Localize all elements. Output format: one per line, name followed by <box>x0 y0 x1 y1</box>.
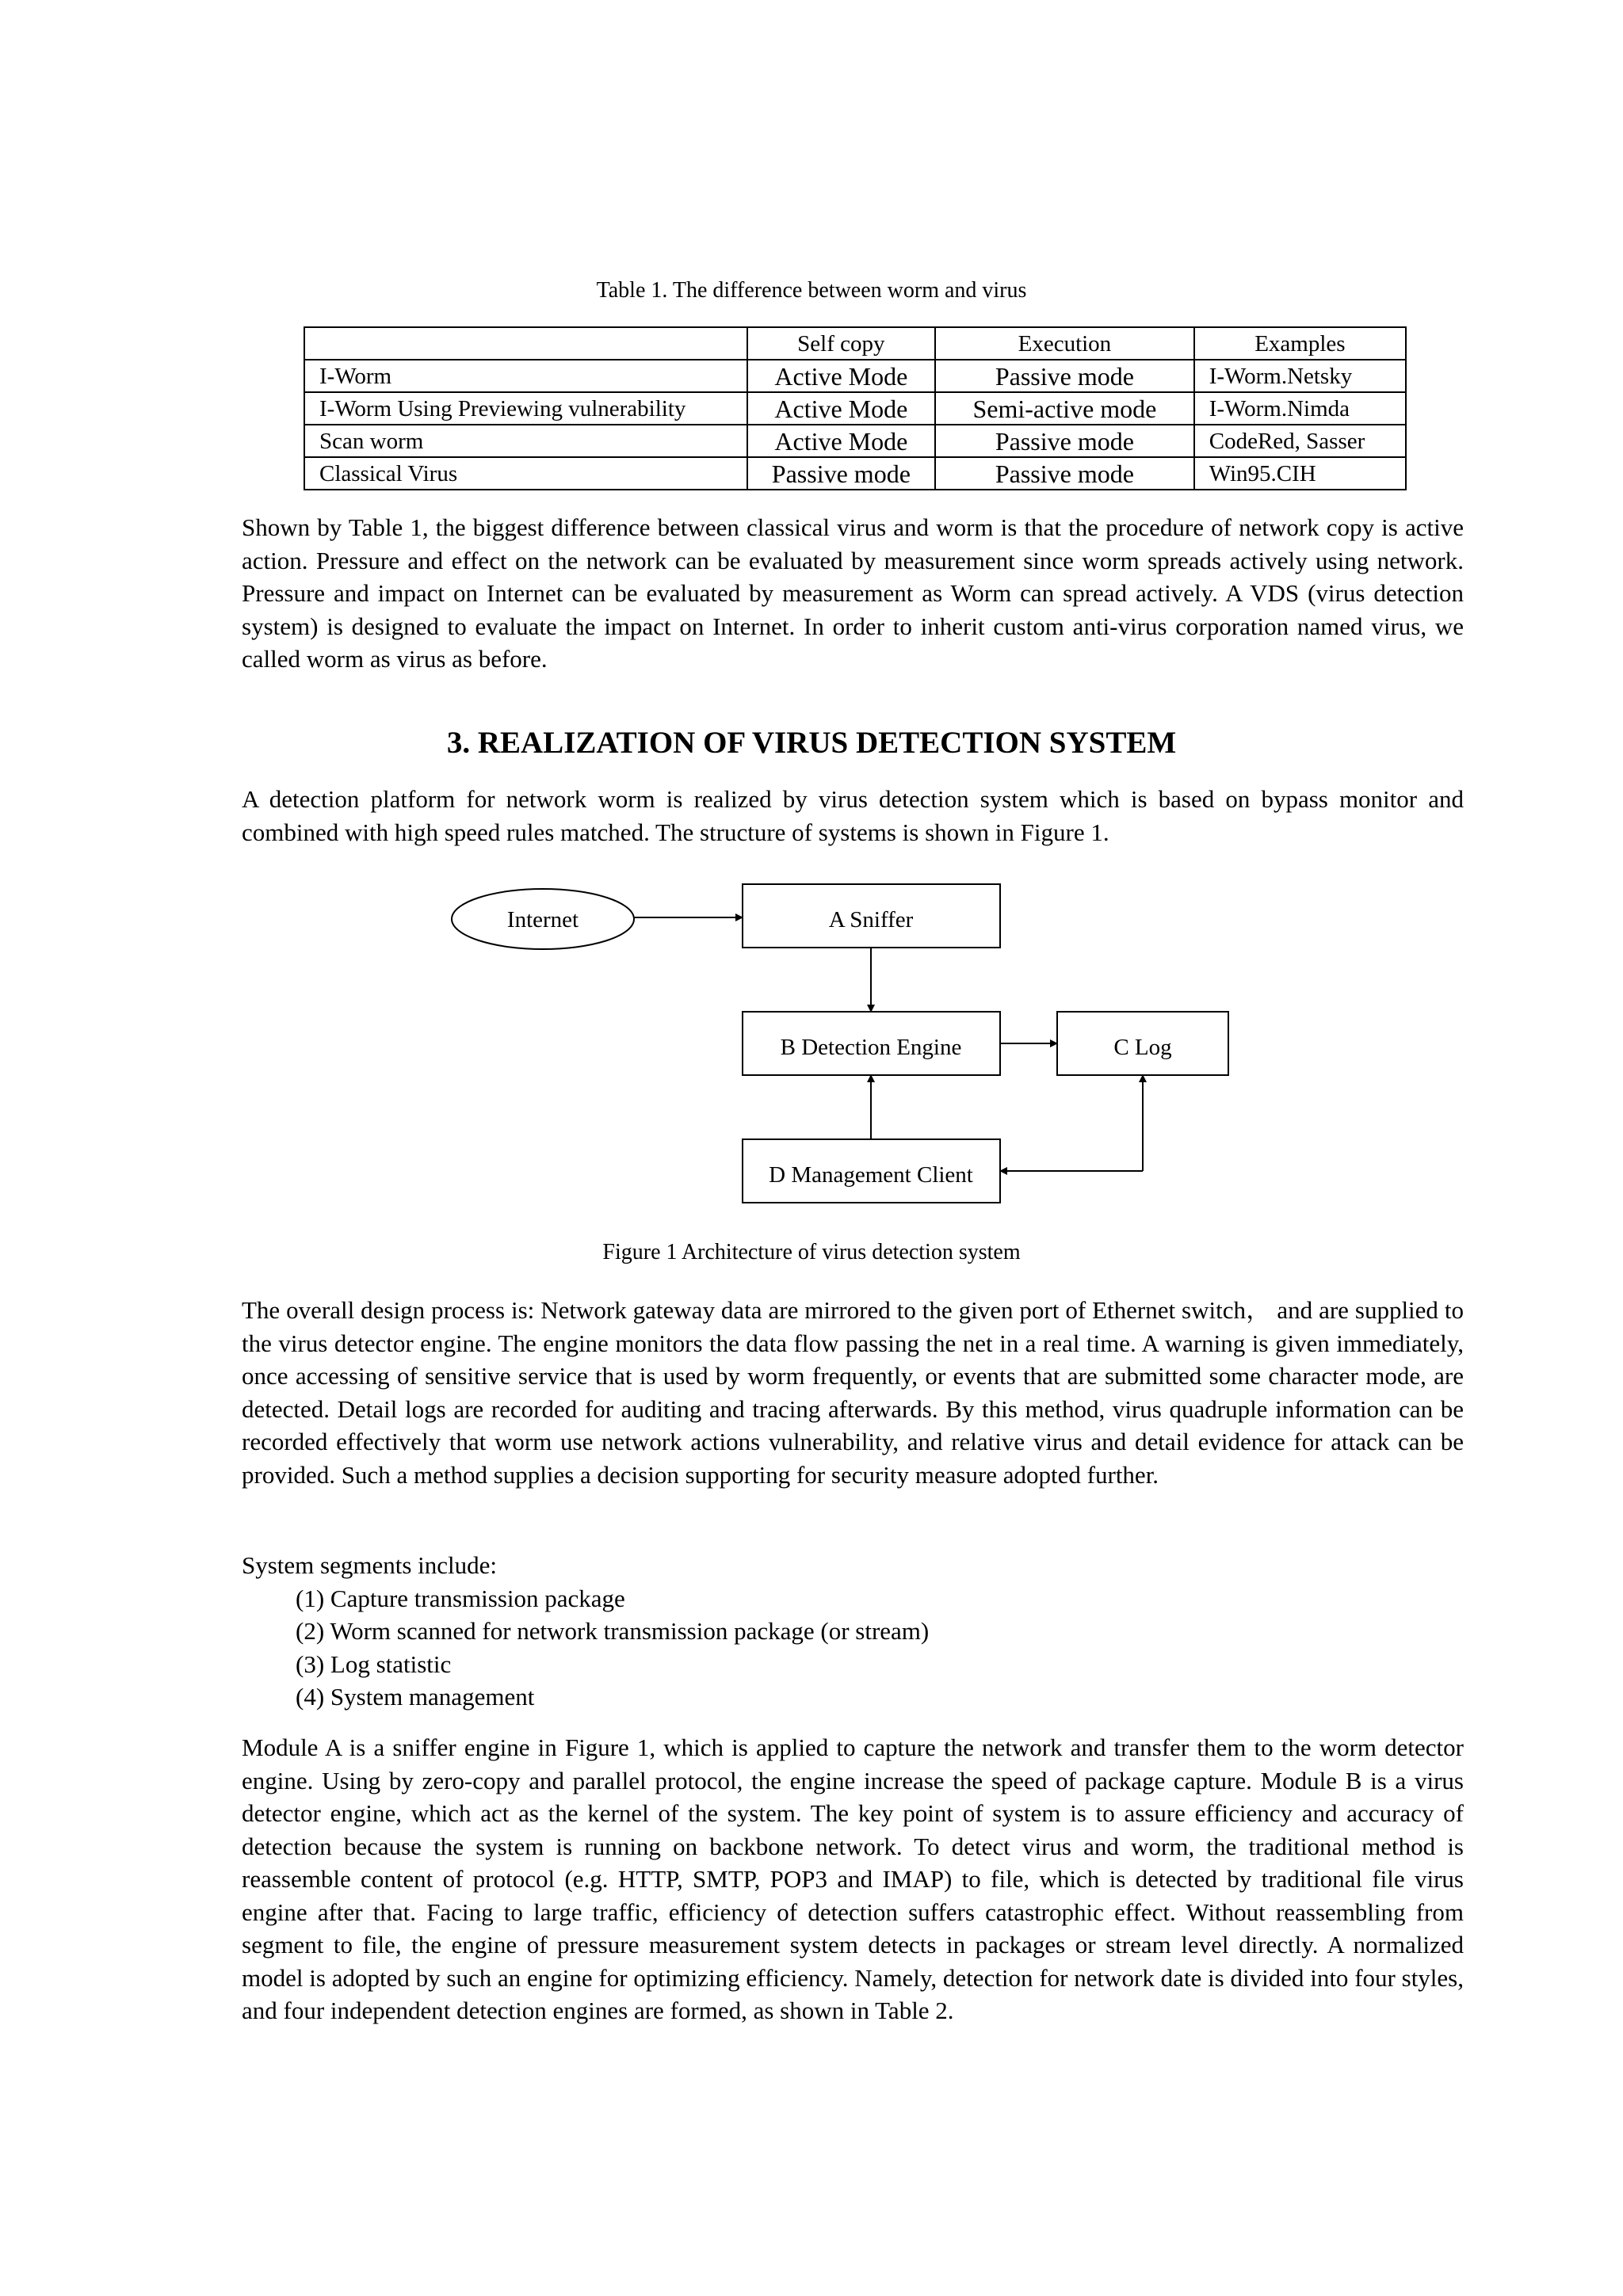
table-header-cell: Examples <box>1194 327 1406 360</box>
table-cell: Active Mode <box>747 425 935 457</box>
table-cell: CodeRed, Sasser <box>1194 425 1406 457</box>
table-cell: Active Mode <box>747 360 935 392</box>
list-item: (3) Log statistic <box>296 1650 452 1678</box>
paragraph-module-description: Module A is a sniffer engine in Figure 1, which is applied to capture the network and transfer them to the worm detector engine. Using by zero-copy and parallel protocol, the engine increase the speed of package capture. Module B is a virus detector engine, which act as the kernel of the system. The key point of system is to assure efficiency and accuracy of detection because the system is running on backbone network. To detect virus and worm, the traditional method is reassemble content of protocol (e.g. HTTP, SMTP, POP3 and IMAP) to file, which is detected by traditional file virus engine after that. Facing to large traffic, efficiency of detection suffers catastrophic effect. Without reassembling from segment to file, the engine of pressure measurement system detects in packages or stream level directly. A normalized model is adopted by such an engine for optimizing efficiency. Namely, detection for network date is divided into four styles, and four independent detection engines are formed, as shown in Table 2. <box>242 1733 1464 2024</box>
table-header-cell: Self copy <box>747 327 935 360</box>
table-cell: Passive mode <box>935 360 1194 392</box>
internet-label: Internet <box>506 907 579 933</box>
sniffer-label: A Sniffer <box>828 907 914 933</box>
table-caption: Table 1. The difference between worm and virus <box>596 278 1027 303</box>
system-segments <box>242 1549 1464 1714</box>
paragraph-platform-intro: A detection platform for network worm is realized by virus detection system which is based on bypass monitor and combined with high speed rules matched. The structure of systems is shown in Figure 1. <box>242 785 1464 846</box>
management-client-label: D Management Client <box>769 1162 973 1188</box>
table-cell: Passive mode <box>747 457 935 490</box>
table-header-cell: Execution <box>935 327 1194 360</box>
table-cell: Win95.CIH <box>1194 457 1406 490</box>
table-cell: I-Worm.Nimda <box>1194 392 1406 425</box>
segments-intro: System segments include: <box>242 1551 498 1579</box>
paragraph-table-discussion: Shown by Table 1, the biggest difference between classical virus and worm is that the procedure of network copy is active action. Pressure and effect on the network can be evaluated by measurement since worm spreads actively using network. Pressure and impact on Internet can be evaluated by measurement as Worm can spread actively. A VDS (virus detection system) is designed to evaluate the impact on Internet. In order to inherit custom anti-virus corporation named virus, we called worm as virus as before. <box>242 513 1464 673</box>
detection-engine-label: B Detection Engine <box>780 1035 962 1060</box>
log-label: C Log <box>1113 1035 1172 1060</box>
table-cell: Active Mode <box>747 392 935 425</box>
table-cell: Classical Virus <box>304 457 747 490</box>
section-heading: 3. REALIZATION OF VIRUS DETECTION SYSTEM <box>446 726 1177 760</box>
paragraph-design-process: The overall design process is: Network gateway data are mirrored to the given port of Ethernet switch， and are supplied to the virus detector engine. The engine monitors the data flow passing the net in a real time. A warning is given immediately, once accessing of sensitive service that is used by worm frequently, or events that are submitted some character mode, are detected. Detail logs are recorded for auditing and tracing afterwards. By this method, virus quadruple information can be recorded effectively that worm use network actions vulnerability, and relative virus and detail evidence for attack can be provided. Such a method supplies a decision supporting for security measure adopted further. <box>242 1296 1464 1489</box>
figure-caption: Figure 1 Architecture of virus detection system <box>602 1240 1021 1264</box>
list-item: (2) Worm scanned for network transmission package (or stream) <box>296 1617 930 1645</box>
table-cell: Passive mode <box>935 457 1194 490</box>
table-cell: I-Worm <box>304 360 747 392</box>
table-cell: Semi-active mode <box>935 392 1194 425</box>
table-cell: Passive mode <box>935 425 1194 457</box>
list-item: (4) System management <box>296 1683 535 1711</box>
table-cell: I-Worm.Netsky <box>1194 360 1406 392</box>
table-cell: Scan worm <box>304 425 747 457</box>
list-item: (1) Capture transmission package <box>296 1584 625 1612</box>
table-cell: I-Worm Using Previewing vulnerability <box>304 392 747 425</box>
